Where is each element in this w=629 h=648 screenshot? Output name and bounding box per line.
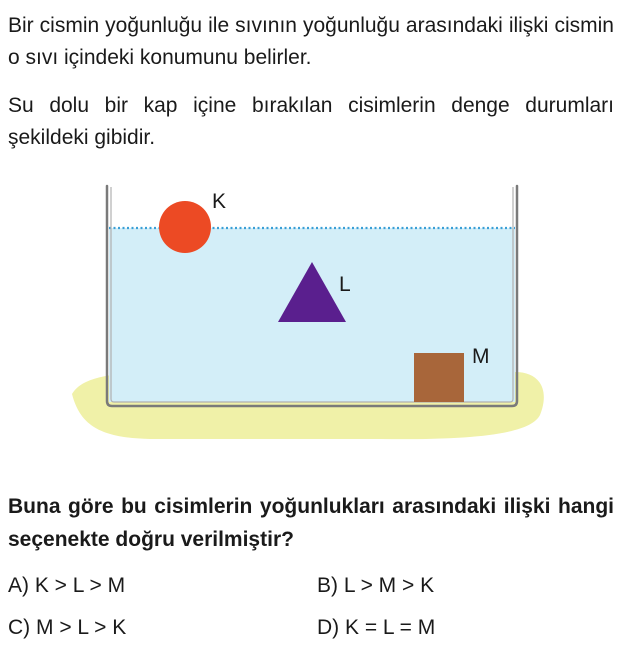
option-c[interactable]: C) M > L > K [8,616,127,639]
option-b[interactable]: B) L > M > K [317,574,435,597]
label-k: K [212,190,227,213]
buoyancy-diagram [0,170,629,460]
option-d[interactable]: D) K = L = M [317,616,436,639]
intro-paragraph-2: Su dolu bir kap içine bırakılan cisimlerin denge durumları şekildeki gibidir. [8,94,614,149]
label-m: M [472,345,490,368]
label-l: L [339,273,351,296]
sphere-k [159,201,211,253]
option-a[interactable]: A) K > L > M [8,574,126,597]
cube-m [414,353,464,402]
question-text: Buna göre bu cisimlerin yoğunlukları arasındaki ilişki hangi seçenekte doğru verilmiştir? [8,495,614,551]
intro-paragraph-1: Bir cismin yoğunluğu ile sıvının yoğunluğu arasındaki ilişki cismin o sıvı içindeki konumunu belirler. [8,14,614,69]
